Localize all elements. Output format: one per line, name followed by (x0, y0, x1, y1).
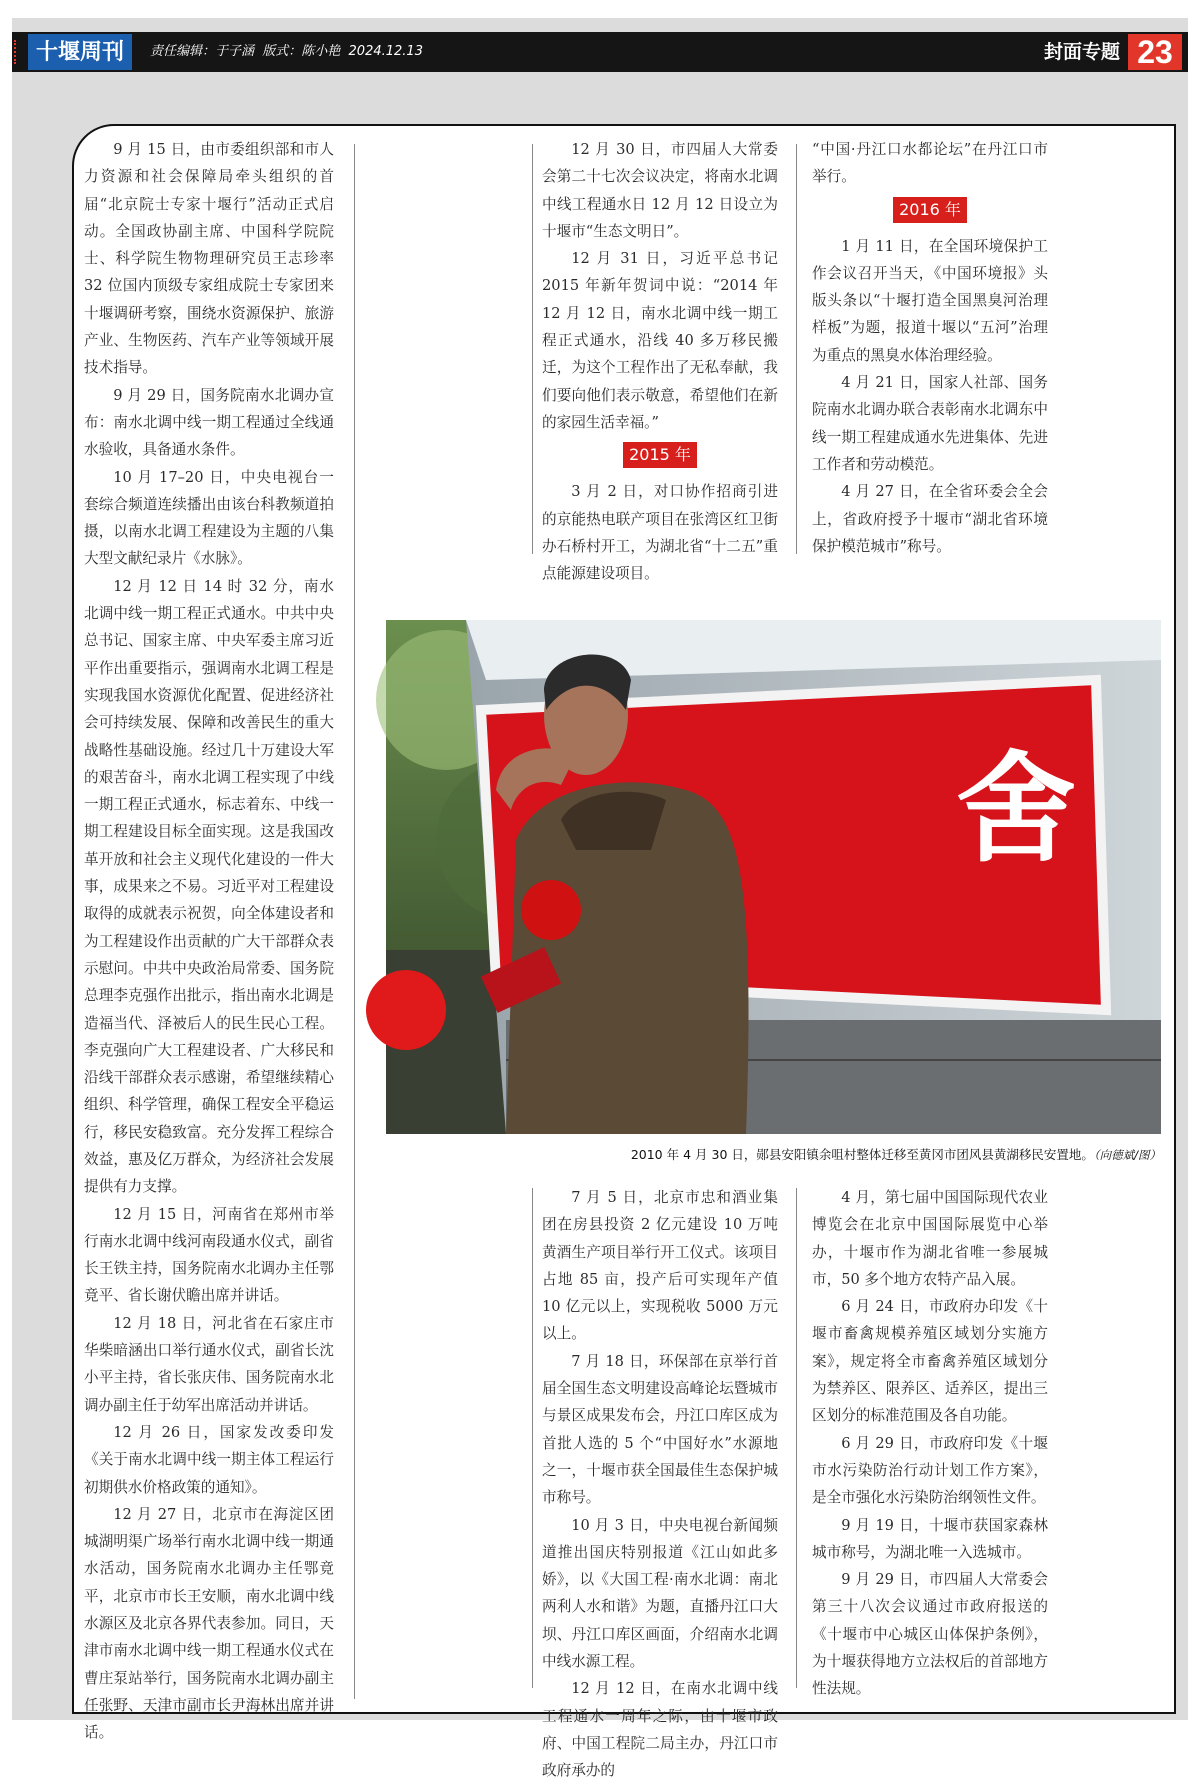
column-divider (532, 1188, 533, 1688)
column-divider (796, 1188, 797, 1688)
paragraph: 12 月 12 日 14 时 32 分，南水北调中线一期工程正式通水。中共中央总书记、国家主席、中央军委主席习近平作出重要指示，强调南水北调工程是实现我国水资源优化配置、促进经济社会可持续发展、保障和改善民生的重大战略性基础设施。经过几十万建设大军的艰苦奋斗，南水北调工程实现了中线一期工程正式通水，标志着东、中线一期工程建设目标全面实现。这是我国改革开放和社会主义现代化建设的一件大事，成果来之不易。习近平对工程建设取得的成就表示祝贺，向全体建设者和为工程建设作出贡献的广大干部群众表示慰问。中共中央政治局常委、国务院总理李克强作出批示，指出南水北调是造福当代、泽被后人的民生民心工程。李克强向广大工程建设者、广大移民和沿线干部群众表示感谢，希望继续精心组织、科学管理，确保工程安全平稳运行，移民安稳致富。充分发挥工程综合效益，惠及亿万群众，为经济社会发展提供有力支撑。 (84, 577, 334, 1196)
paragraph: 4 月 21 日，国家人社部、国务院南水北调办联合表彰南水北调东中线一期工程建成通水先进集体、先进工作者和劳动模范。 (812, 374, 1048, 473)
paragraph: 9 月 29 日，市四届人大常委会第三十八次会议通过市政府报送的《十堰市中心城区山体保护条例》，为十堰获得地方立法权后的首部地方性法规。 (812, 1571, 1048, 1698)
paragraph: 12 月 27 日，北京市在海淀区团城湖明渠广场举行南水北调中线一期通水活动，国务院南水北调办主任鄂竟平，北京市市长王安顺，南水北调中线水源区及北京各界代表参加。同日，天津市南水北调中线一期工程通水仪式在曹庄泵站举行，国务院南水北调办副主任张野、天津市副市长尹海林出席并讲话。 (84, 1505, 334, 1742)
article-column-3-bottom (812, 1184, 1048, 1703)
paragraph: 10 月 17–20 日，中央电视台一套综合频道连续播出由该台科教频道拍摄，以南水北调工程建设为主题的八集大型文献纪录片《水脉》。 (84, 468, 334, 568)
paragraph: 1 月 11 日，在全国环境保护工作会议召开当天，《中国环境报》头版头条以“十堰打造全国黑臭河治理样板”为题，报道十堰以“五河”治理为重点的黑臭水体治理经验。 (812, 237, 1048, 364)
article-column-3-top (812, 136, 1048, 560)
paragraph: 9 月 15 日，由市委组织部和市人力资源和社会保障局牵头组织的首届“北京院士专家十堰行”活动正式启动。全国政协副主席、中国科学院院士、科学院生物物理研究员王志珍率 32 位国内顶级专家组成院士专家团来十堰调研考察，围绕水资源保护、旅游产业、生物医药、汽车产业等领域开展技术指导。 (84, 141, 334, 377)
paragraph: 6 月 29 日，市政府印发《十堰市水污染防治行动计划工作方案》，是全市强化水污染防治纲领性文件。 (812, 1434, 1048, 1507)
photo-caption: 2010 年 4 月 30 日，郧县安阳镇余咀村整体迁移至黄冈市团风县黄湖移民安置地。（向德斌/图） (630, 1147, 1161, 1162)
paragraph: 9 月 29 日，国务院南水北调办宣布：南水北调中线一期工程通过全线通水验收，具备通水条件。 (84, 386, 334, 459)
paragraph: 10 月 3 日，中央电视台新闻频道推出国庆特别报道《江山如此多娇》，以《大国工程·南水北调：南北两利人水和谐》为题，直播丹江口大坝、丹江口库区画面，介绍南水北调中线水源工程。 (542, 1516, 778, 1671)
masthead: 十堰周刊 (28, 34, 132, 70)
paragraph: 12 月 18 日，河北省在石家庄市华柴暗涵出口举行通水仪式，副省长沈小平主持，省长张庆伟、国务院南水北调办副主任于幼军出席活动并讲话。 (84, 1314, 334, 1414)
column-divider (532, 144, 533, 554)
paragraph: 7 月 18 日，环保部在京举行首届全国生态文明建设高峰论坛暨城市与景区成果发布会，丹江口库区成为首批人选的 5 个“中国好水”水源地之一，十堰市获全国最佳生态保护城市称号。 (542, 1352, 778, 1507)
editor-credits: 责任编辑：于子涵 版式：陈小艳 2024.12.13 (150, 44, 423, 59)
photo-illustration (386, 620, 1161, 1134)
article-column-2-bottom (542, 1184, 778, 1785)
year-heading-2015: 2015 年 (542, 442, 778, 470)
section-title: 封面专题 (1043, 41, 1120, 63)
photo-credit: （向德斌/图） (1093, 1148, 1161, 1162)
paragraph: 6 月 24 日，市政府办印发《十堰市畜禽规模养殖区域划分实施方案》，规定将全市畜禽养殖区域划分为禁养区、限养区、适养区，提出三区划分的标准范围及各自功能。 (812, 1298, 1048, 1425)
page-header (12, 32, 1188, 72)
paragraph: 7 月 5 日，北京市忠和酒业集团在房县投资 2 亿元建设 10 万吨黄酒生产项目举行开工仪式。该项目占地 85 亩，投产后可实现年产值 10 亿元以上，实现税收 5000 万元以上。 (542, 1189, 778, 1343)
column-divider (796, 144, 797, 554)
paragraph: “中国·丹江口水都论坛”在丹江口市举行。 (812, 141, 1048, 186)
article-column-2-top (542, 136, 778, 587)
paragraph: 4 月，第七届中国国际现代农业博览会在北京中国国际展览中心举办，十堰市作为湖北省唯一参展城市，50 多个地方农特产品入展。 (812, 1189, 1048, 1288)
paragraph: 4 月 27 日，在全省环委会全会上，省政府授予十堰市“湖北省环境保护模范城市”称号。 (812, 483, 1048, 555)
header-stripe (14, 40, 22, 64)
page-number: 23 (1128, 34, 1182, 70)
banner-character: 舍 (956, 740, 1076, 879)
article-panel (72, 124, 1176, 1780)
column-divider (354, 144, 355, 1699)
paragraph: 12 月 31 日，习近平总书记 2015 年新年贺词中说：“2014 年 12 月 12 日，南水北调中线一期工程正式通水，沿线 40 多万移民搬迁，为这个工程作出了无私奉献，我们要向他们表示敬意，希望他们在新的家园生活幸福。” (542, 250, 778, 431)
relocation-photo (386, 620, 1161, 1134)
article-column-1 (84, 136, 334, 1747)
paragraph: 3 月 2 日，对口协作招商引进的京能热电联产项目在张湾区红卫街办石桥村开工，为湖北省“十二五”重点能源建设项目。 (542, 483, 778, 583)
paragraph: 12 月 30 日，市四届人大常委会第二十七次会议决定，将南水北调中线工程通水日 12 月 12 日设立为十堰市“生态文明日”。 (542, 141, 778, 240)
paragraph: 9 月 19 日，十堰市获国家森林城市称号，为湖北唯一入选城市。 (812, 1516, 1048, 1561)
paragraph: 12 月 15 日，河南省在郑州市举行南水北调中线河南段通水仪式，副省长王铁主持，国务院南水北调办主任鄂竟平、省长谢伏瞻出席并讲话。 (84, 1205, 334, 1305)
year-heading-2016: 2016 年 (812, 197, 1048, 225)
paragraph: 12 月 26 日，国家发改委印发《关于南水北调中线一期主体工程运行初期供水价格政策的通知》。 (84, 1423, 334, 1496)
paragraph: 12 月 12 日，在南水北调中线工程通水一周年之际，由十堰市政府、中国工程院二局主办，丹江口市政府承办的 (542, 1680, 778, 1780)
